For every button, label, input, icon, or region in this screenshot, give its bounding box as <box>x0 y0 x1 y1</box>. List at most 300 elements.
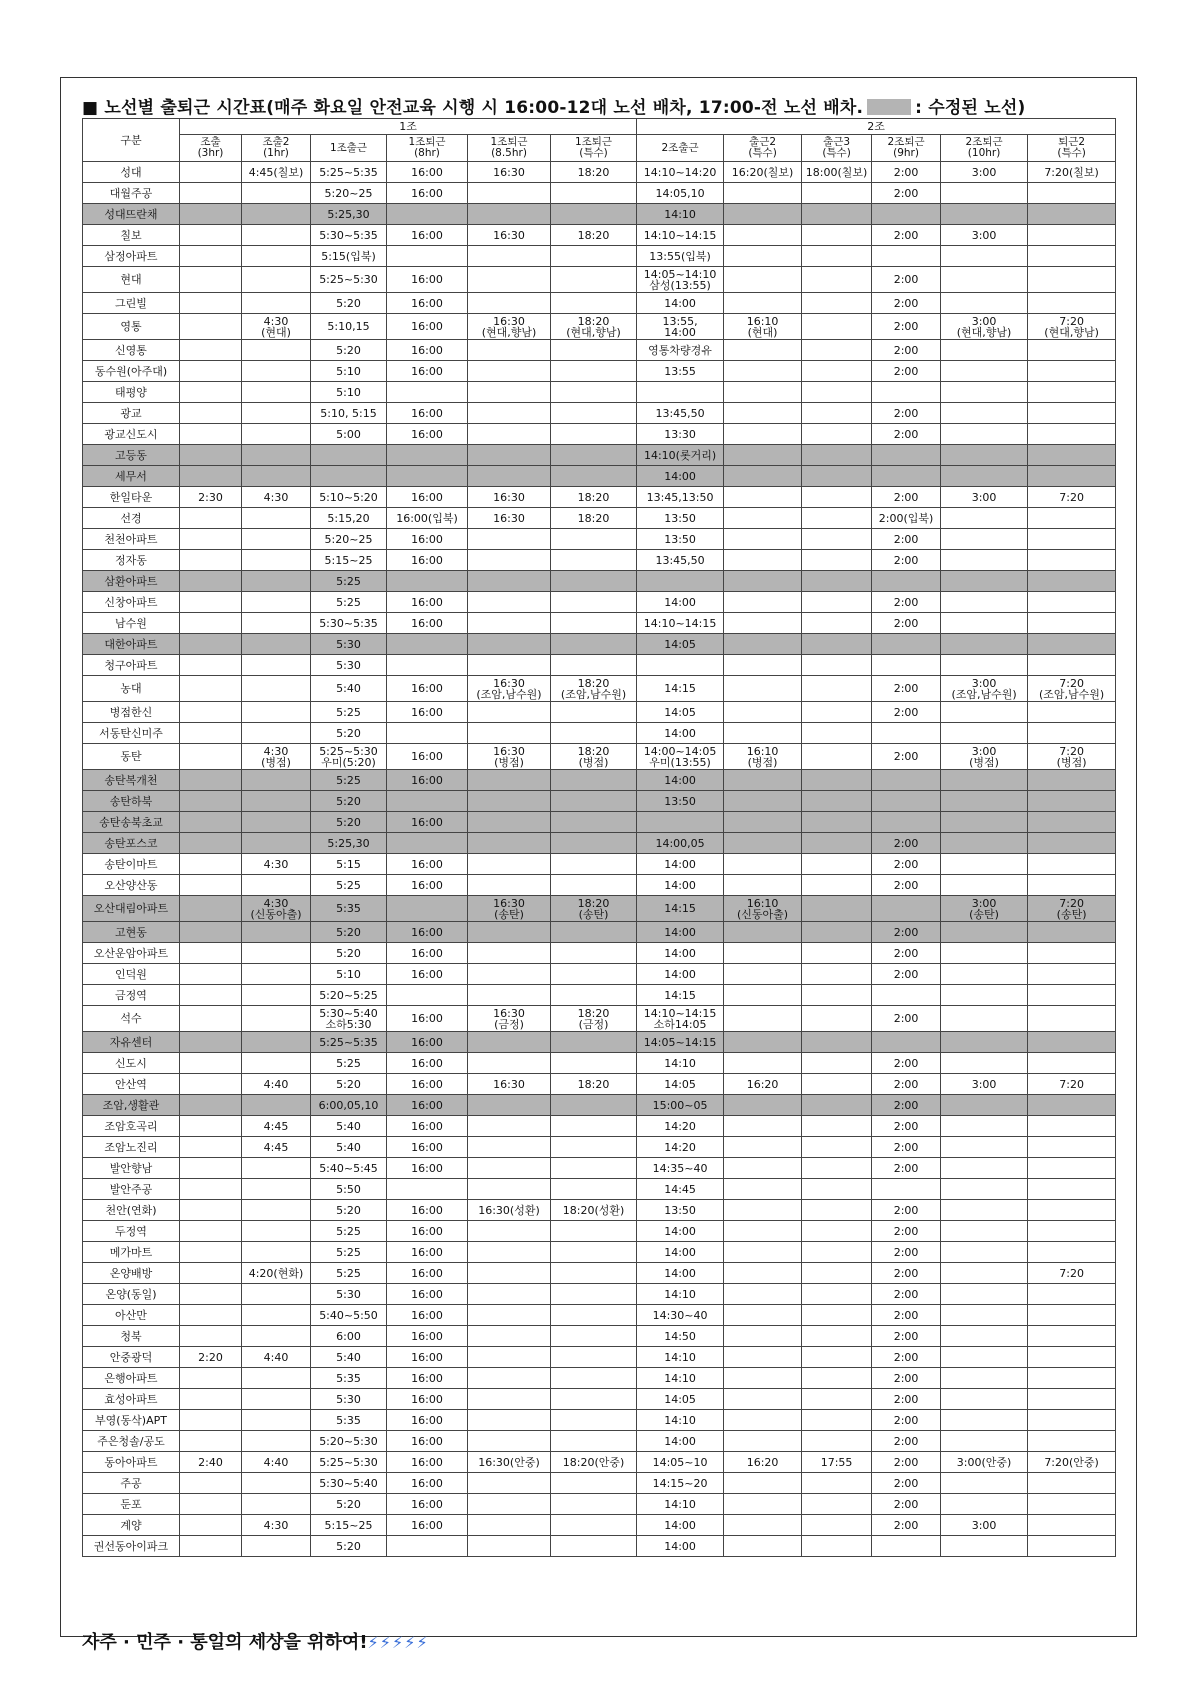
time-cell <box>468 770 551 791</box>
time-cell: 18:20 <box>551 225 637 246</box>
time-cell <box>180 896 242 922</box>
time-cell <box>802 424 872 445</box>
time-cell <box>941 592 1028 613</box>
time-cell <box>802 1389 872 1410</box>
time-cell <box>551 246 637 267</box>
time-cell <box>242 340 311 361</box>
time-cell: 4:30 (현대) <box>242 314 311 340</box>
route-name: 온양배방 <box>83 1263 180 1284</box>
time-cell <box>242 225 311 246</box>
time-cell <box>724 293 802 314</box>
time-cell <box>802 1515 872 1536</box>
time-cell <box>242 1053 311 1074</box>
time-cell <box>551 1158 637 1179</box>
time-cell <box>941 1158 1028 1179</box>
time-cell <box>1028 571 1116 592</box>
time-cell: 14:00 <box>637 723 724 744</box>
time-cell <box>551 943 637 964</box>
time-cell <box>551 812 637 833</box>
time-cell: 14:00 <box>637 466 724 487</box>
time-cell <box>1028 1179 1116 1200</box>
route-name: 자유센터 <box>83 1032 180 1053</box>
time-cell <box>551 1326 637 1347</box>
table-row <box>83 744 1116 770</box>
table-row <box>83 246 1116 267</box>
time-cell <box>387 1179 468 1200</box>
route-name: 신영통 <box>83 340 180 361</box>
time-cell <box>242 1431 311 1452</box>
table-row <box>83 1536 1116 1557</box>
time-cell <box>941 1410 1028 1431</box>
time-cell <box>872 791 941 812</box>
time-cell <box>1028 592 1116 613</box>
table-row <box>83 403 1116 424</box>
table-row <box>83 1179 1116 1200</box>
time-cell <box>724 424 802 445</box>
time-cell <box>941 833 1028 854</box>
time-cell <box>180 1179 242 1200</box>
time-cell <box>242 1368 311 1389</box>
time-cell <box>387 833 468 854</box>
table-row <box>83 922 1116 943</box>
time-cell <box>468 1410 551 1431</box>
time-cell: 14:10~14:15 <box>637 225 724 246</box>
header-col: 출근3 (특수) <box>802 135 872 162</box>
time-cell <box>1028 1032 1116 1053</box>
time-cell <box>724 1515 802 1536</box>
time-cell <box>802 225 872 246</box>
time-cell: 2:00 <box>872 1116 941 1137</box>
time-cell <box>1028 424 1116 445</box>
time-cell <box>242 702 311 723</box>
header-group-row <box>83 119 1116 135</box>
time-cell <box>802 791 872 812</box>
time-cell <box>180 1053 242 1074</box>
time-cell <box>802 1473 872 1494</box>
time-cell: 13:55, 14:00 <box>637 314 724 340</box>
time-cell: 5:20~25 <box>311 529 387 550</box>
time-cell <box>941 267 1028 293</box>
time-cell: 2:00 <box>872 922 941 943</box>
time-cell <box>180 1473 242 1494</box>
time-cell: 2:00 <box>872 293 941 314</box>
header-column-row <box>83 135 1116 162</box>
table-row <box>83 791 1116 812</box>
time-cell: 2:00 <box>872 1473 941 1494</box>
time-cell: 2:00 <box>872 943 941 964</box>
time-cell <box>1028 613 1116 634</box>
time-cell <box>551 1179 637 1200</box>
time-cell: 4:30 (신동아출) <box>242 896 311 922</box>
time-cell <box>242 812 311 833</box>
table-row <box>83 1347 1116 1368</box>
route-name: 청북 <box>83 1326 180 1347</box>
time-cell <box>941 550 1028 571</box>
route-name: 아산만 <box>83 1305 180 1326</box>
time-cell: 13:50 <box>637 791 724 812</box>
time-cell <box>468 267 551 293</box>
time-cell <box>242 1200 311 1221</box>
time-cell <box>468 1305 551 1326</box>
time-cell <box>802 634 872 655</box>
route-name: 남수원 <box>83 613 180 634</box>
time-cell <box>724 267 802 293</box>
table-row <box>83 1515 1116 1536</box>
time-cell <box>941 1389 1028 1410</box>
time-cell <box>941 1200 1028 1221</box>
time-cell <box>468 1116 551 1137</box>
time-cell: 2:00 <box>872 702 941 723</box>
time-cell: 5:20 <box>311 340 387 361</box>
time-cell <box>180 314 242 340</box>
time-cell <box>941 204 1028 225</box>
route-name: 그린빌 <box>83 293 180 314</box>
time-cell <box>802 1326 872 1347</box>
time-cell <box>1028 1006 1116 1032</box>
time-cell <box>468 1053 551 1074</box>
time-cell <box>941 1368 1028 1389</box>
time-cell <box>242 1006 311 1032</box>
route-name: 태평양 <box>83 382 180 403</box>
time-cell <box>242 1536 311 1557</box>
time-cell <box>551 1242 637 1263</box>
time-cell <box>724 487 802 508</box>
time-cell <box>724 592 802 613</box>
time-cell <box>802 267 872 293</box>
time-cell: 4:45 <box>242 1137 311 1158</box>
time-cell: 16:10 (현대) <box>724 314 802 340</box>
time-cell: 2:00 <box>872 267 941 293</box>
time-cell <box>242 1221 311 1242</box>
time-cell <box>1028 1389 1116 1410</box>
time-cell <box>387 723 468 744</box>
time-cell <box>180 340 242 361</box>
time-cell <box>180 445 242 466</box>
time-cell <box>724 833 802 854</box>
time-cell: 16:00 <box>387 1116 468 1137</box>
time-cell: 4:30 <box>242 1515 311 1536</box>
time-cell <box>468 204 551 225</box>
time-cell <box>242 403 311 424</box>
time-cell: 16:10 (신동아출) <box>724 896 802 922</box>
time-cell <box>180 875 242 896</box>
time-cell <box>180 1431 242 1452</box>
time-cell <box>1028 1515 1116 1536</box>
table-row <box>83 529 1116 550</box>
route-name: 대한아파트 <box>83 634 180 655</box>
table-row <box>83 655 1116 676</box>
time-cell: 5:25~5:30 우미(5:20) <box>311 744 387 770</box>
table-row <box>83 1263 1116 1284</box>
table-row <box>83 550 1116 571</box>
time-cell <box>468 1473 551 1494</box>
table-row <box>83 571 1116 592</box>
time-cell <box>1028 875 1116 896</box>
route-name: 송탄이마트 <box>83 854 180 875</box>
time-cell: 16:00 <box>387 424 468 445</box>
time-cell: 14:50 <box>637 1326 724 1347</box>
time-cell <box>1028 1158 1116 1179</box>
time-cell: 5:20 <box>311 293 387 314</box>
time-cell <box>941 723 1028 744</box>
time-cell <box>1028 833 1116 854</box>
time-cell <box>180 1137 242 1158</box>
time-cell: 2:00 <box>872 340 941 361</box>
time-cell: 14:15 <box>637 676 724 702</box>
time-cell: 16:00 <box>387 1095 468 1116</box>
time-cell: 14:30~40 <box>637 1305 724 1326</box>
table-row <box>83 854 1116 875</box>
time-cell: 5:35 <box>311 1368 387 1389</box>
time-cell: 13:45,13:50 <box>637 487 724 508</box>
time-cell <box>941 1179 1028 1200</box>
time-cell: 2:00 <box>872 1284 941 1305</box>
time-cell <box>468 1095 551 1116</box>
time-cell <box>724 550 802 571</box>
time-cell: 7:20 <box>1028 1263 1116 1284</box>
time-cell <box>941 791 1028 812</box>
time-cell <box>802 744 872 770</box>
footer-slogan <box>82 1628 429 1654</box>
time-cell: 16:20 <box>724 1074 802 1095</box>
time-cell: 7:20 (조암,남수원) <box>1028 676 1116 702</box>
time-cell <box>872 1032 941 1053</box>
table-row <box>83 985 1116 1006</box>
route-name: 세무서 <box>83 466 180 487</box>
time-cell <box>551 655 637 676</box>
time-cell: 3:00 <box>941 225 1028 246</box>
time-cell: 5:20 <box>311 1494 387 1515</box>
time-cell: 14:00 <box>637 1431 724 1452</box>
time-cell <box>724 382 802 403</box>
time-cell <box>724 225 802 246</box>
time-cell: 13:45,50 <box>637 550 724 571</box>
time-cell <box>1028 246 1116 267</box>
time-cell <box>242 985 311 1006</box>
time-cell: 16:30 <box>468 508 551 529</box>
time-cell <box>551 634 637 655</box>
time-cell: 2:00 <box>872 1263 941 1284</box>
time-cell <box>242 1389 311 1410</box>
time-cell: 14:05 <box>637 1074 724 1095</box>
time-cell <box>1028 1221 1116 1242</box>
time-cell <box>802 403 872 424</box>
time-cell: 2:00 <box>872 1515 941 1536</box>
header-col: 2조출근 <box>637 135 724 162</box>
time-cell: 3:00 (현대,향남) <box>941 314 1028 340</box>
time-cell <box>941 1053 1028 1074</box>
time-cell: 5:10 <box>311 382 387 403</box>
time-cell: 5:20 <box>311 943 387 964</box>
time-cell <box>387 791 468 812</box>
time-cell <box>1028 1326 1116 1347</box>
time-cell <box>802 361 872 382</box>
time-cell: 7:20(안중) <box>1028 1452 1116 1473</box>
time-cell: 2:00 <box>872 1053 941 1074</box>
route-name: 주공 <box>83 1473 180 1494</box>
time-cell <box>1028 1431 1116 1452</box>
route-name: 신창아파트 <box>83 592 180 613</box>
time-cell <box>724 655 802 676</box>
table-row <box>83 1473 1116 1494</box>
route-name: 송탄송북초교 <box>83 812 180 833</box>
time-cell: 14:15 <box>637 896 724 922</box>
route-name: 오산운암아파트 <box>83 943 180 964</box>
header-col: 조출 (3hr) <box>180 135 242 162</box>
time-cell <box>387 571 468 592</box>
route-name: 권선동아이파크 <box>83 1536 180 1557</box>
time-cell: 5:25 <box>311 1221 387 1242</box>
time-cell <box>468 183 551 204</box>
time-cell <box>242 1473 311 1494</box>
time-cell <box>802 246 872 267</box>
time-cell: 14:05 <box>637 702 724 723</box>
time-cell: 2:00 <box>872 875 941 896</box>
time-cell <box>802 1200 872 1221</box>
time-cell: 16:30 <box>468 162 551 183</box>
time-cell <box>941 1431 1028 1452</box>
time-cell <box>1028 340 1116 361</box>
header-group-2: 2조 <box>637 119 1116 135</box>
time-cell: 4:45 <box>242 1116 311 1137</box>
time-cell: 18:20 (병점) <box>551 744 637 770</box>
route-name: 석수 <box>83 1006 180 1032</box>
time-cell: 5:10 <box>311 964 387 985</box>
time-cell: 14:10 <box>637 1284 724 1305</box>
time-cell: 18:20 (금정) <box>551 1006 637 1032</box>
time-cell: 4:40 <box>242 1347 311 1368</box>
time-cell <box>242 1242 311 1263</box>
route-name: 서동탄신미주 <box>83 723 180 744</box>
time-cell <box>242 922 311 943</box>
table-row <box>83 1095 1116 1116</box>
time-cell <box>802 529 872 550</box>
time-cell: 14:00 <box>637 875 724 896</box>
time-cell <box>941 529 1028 550</box>
time-cell: 14:20 <box>637 1116 724 1137</box>
time-cell <box>387 655 468 676</box>
header-group-1: 1조 <box>180 119 637 135</box>
time-cell: 14:10 <box>637 1347 724 1368</box>
time-cell <box>1028 985 1116 1006</box>
time-cell: 18:20(안중) <box>551 1452 637 1473</box>
time-cell: 17:55 <box>802 1452 872 1473</box>
time-cell: 5:25 <box>311 1263 387 1284</box>
route-name: 성대뜨란채 <box>83 204 180 225</box>
time-cell <box>242 1284 311 1305</box>
time-cell <box>802 985 872 1006</box>
time-cell <box>551 529 637 550</box>
time-cell: 4:30 (병점) <box>242 744 311 770</box>
time-cell <box>242 964 311 985</box>
time-cell <box>180 1536 242 1557</box>
route-name: 삼정아파트 <box>83 246 180 267</box>
time-cell <box>724 1053 802 1074</box>
time-cell <box>872 204 941 225</box>
time-cell <box>1028 466 1116 487</box>
time-cell <box>180 550 242 571</box>
time-cell: 16:00(입북) <box>387 508 468 529</box>
time-cell <box>724 1032 802 1053</box>
time-cell <box>1028 812 1116 833</box>
time-cell <box>872 1179 941 1200</box>
time-cell: 16:00 <box>387 812 468 833</box>
time-cell <box>242 382 311 403</box>
time-cell <box>941 854 1028 875</box>
table-row <box>83 445 1116 466</box>
time-cell <box>180 1074 242 1095</box>
time-cell <box>1028 634 1116 655</box>
time-cell <box>941 702 1028 723</box>
route-name: 송탄하북 <box>83 791 180 812</box>
time-cell: 2:00 <box>872 529 941 550</box>
route-name: 조암,생활관 <box>83 1095 180 1116</box>
route-name: 동탄 <box>83 744 180 770</box>
time-cell <box>311 466 387 487</box>
time-cell <box>724 466 802 487</box>
time-cell: 18:20(성환) <box>551 1200 637 1221</box>
time-cell <box>1028 403 1116 424</box>
time-cell <box>180 204 242 225</box>
time-cell <box>468 964 551 985</box>
time-cell <box>468 592 551 613</box>
time-cell <box>724 183 802 204</box>
time-cell <box>802 340 872 361</box>
time-cell <box>724 1200 802 1221</box>
time-cell: 16:30 <box>468 225 551 246</box>
time-cell: 14:00 <box>637 922 724 943</box>
time-cell: 4:30 <box>242 854 311 875</box>
time-cell <box>802 1494 872 1515</box>
time-cell: 5:20 <box>311 1536 387 1557</box>
table-row <box>83 770 1116 791</box>
time-cell: 5:25~5:30 <box>311 267 387 293</box>
time-cell <box>1028 445 1116 466</box>
time-cell: 18:20 <box>551 487 637 508</box>
time-cell <box>724 1494 802 1515</box>
time-cell: 16:30 (현대,향남) <box>468 314 551 340</box>
route-name: 선경 <box>83 508 180 529</box>
time-cell <box>242 770 311 791</box>
time-cell <box>387 466 468 487</box>
header-col: 1조퇴근 (특수) <box>551 135 637 162</box>
time-cell: 2:00 <box>872 424 941 445</box>
header-col: 2조퇴근 (10hr) <box>941 135 1028 162</box>
time-cell <box>724 1095 802 1116</box>
time-cell: 7:20(칠보) <box>1028 162 1116 183</box>
time-cell: 5:50 <box>311 1179 387 1200</box>
time-cell: 5:20~5:30 <box>311 1431 387 1452</box>
table-row <box>83 1200 1116 1221</box>
table-row <box>83 508 1116 529</box>
time-cell <box>724 445 802 466</box>
table-row <box>83 812 1116 833</box>
time-cell <box>1028 723 1116 744</box>
time-cell <box>941 1305 1028 1326</box>
time-cell: 16:30 (조암,남수원) <box>468 676 551 702</box>
table-row <box>83 1284 1116 1305</box>
time-cell <box>180 361 242 382</box>
time-cell <box>724 854 802 875</box>
time-cell: 18:20 (송탄) <box>551 896 637 922</box>
time-cell <box>180 1032 242 1053</box>
time-cell: 5:40 <box>311 1347 387 1368</box>
timetable <box>82 118 1116 1557</box>
time-cell <box>724 1158 802 1179</box>
time-cell: 5:20 <box>311 922 387 943</box>
time-cell <box>180 770 242 791</box>
time-cell <box>872 246 941 267</box>
